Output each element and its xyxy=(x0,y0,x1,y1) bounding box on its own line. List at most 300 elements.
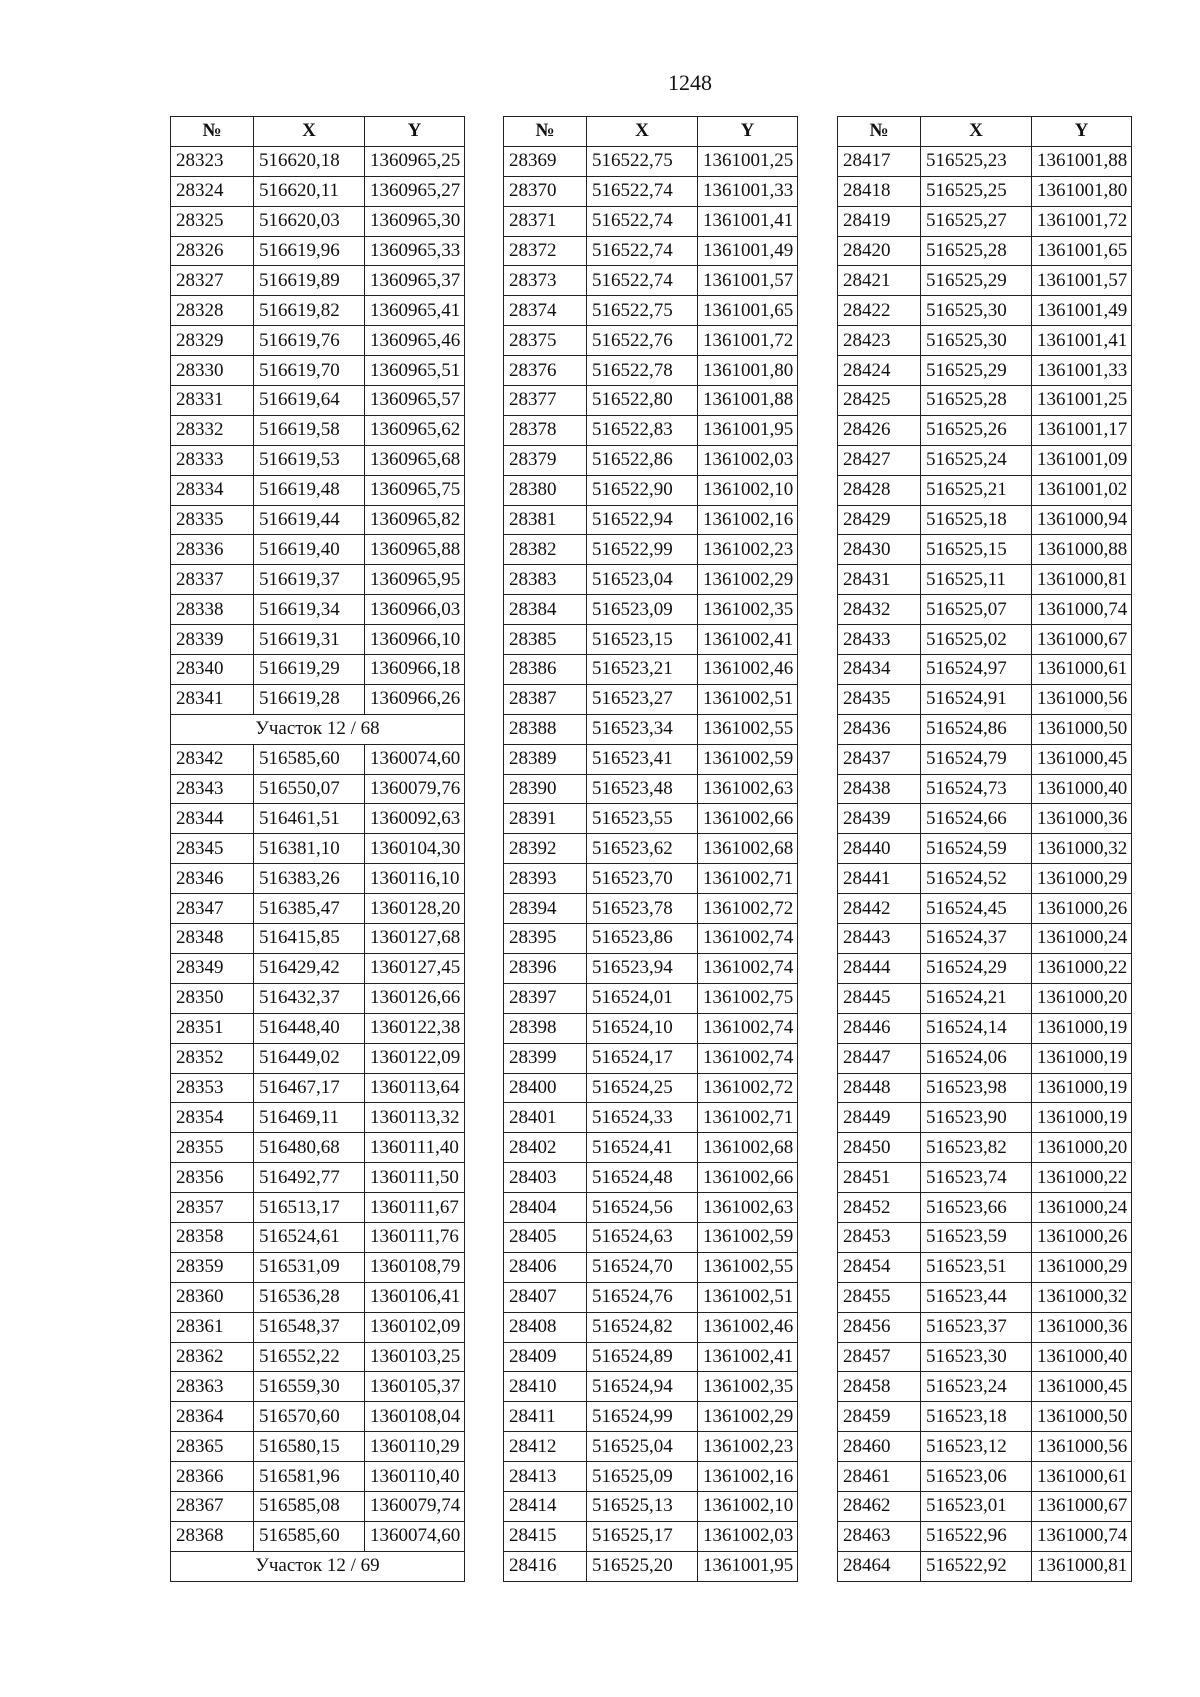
coord-x: 516525,27 xyxy=(921,206,1032,236)
coord-y: 1360113,64 xyxy=(365,1073,465,1103)
coord-x: 516525,20 xyxy=(587,1551,698,1581)
coord-y: 1360105,37 xyxy=(365,1372,465,1402)
table-row xyxy=(171,864,465,894)
point-number: 28377 xyxy=(504,386,587,416)
coord-y: 1360965,37 xyxy=(365,266,465,296)
coord-y: 1360127,45 xyxy=(365,953,465,983)
point-number: 28362 xyxy=(171,1342,254,1372)
coord-y: 1361002,59 xyxy=(698,1222,798,1252)
coord-y: 1361001,49 xyxy=(698,236,798,266)
coord-x: 516383,26 xyxy=(254,864,365,894)
point-number: 28401 xyxy=(504,1103,587,1133)
point-number: 28358 xyxy=(171,1222,254,1252)
table-row xyxy=(838,266,1132,296)
coord-y: 1360111,50 xyxy=(365,1163,465,1193)
coord-y: 1361002,66 xyxy=(698,1163,798,1193)
coord-y: 1361002,35 xyxy=(698,595,798,625)
coord-y: 1361002,16 xyxy=(698,505,798,535)
coord-y: 1361000,67 xyxy=(1032,625,1132,655)
coord-y: 1361000,74 xyxy=(1032,595,1132,625)
coord-y: 1361001,09 xyxy=(1032,445,1132,475)
coord-x: 516524,59 xyxy=(921,834,1032,864)
point-number: 28407 xyxy=(504,1282,587,1312)
coord-y: 1360965,62 xyxy=(365,415,465,445)
coord-x: 516429,42 xyxy=(254,953,365,983)
point-number: 28332 xyxy=(171,415,254,445)
table-row xyxy=(504,1551,798,1581)
coord-y: 1361002,74 xyxy=(698,1013,798,1043)
point-number: 28435 xyxy=(838,684,921,714)
table-row xyxy=(171,1402,465,1432)
point-number: 28372 xyxy=(504,236,587,266)
coord-y: 1360074,60 xyxy=(365,1521,465,1551)
coord-y: 1361002,74 xyxy=(698,953,798,983)
coord-x: 516525,28 xyxy=(921,236,1032,266)
table-row xyxy=(504,266,798,296)
point-number: 28337 xyxy=(171,565,254,595)
coord-y: 1361000,29 xyxy=(1032,864,1132,894)
coord-x: 516559,30 xyxy=(254,1372,365,1402)
point-number: 28417 xyxy=(838,146,921,176)
point-number: 28426 xyxy=(838,415,921,445)
point-number: 28416 xyxy=(504,1551,587,1581)
coord-x: 516461,51 xyxy=(254,804,365,834)
coord-x: 516525,13 xyxy=(587,1491,698,1521)
coord-x: 516619,48 xyxy=(254,475,365,505)
point-number: 28421 xyxy=(838,266,921,296)
coord-x: 516619,28 xyxy=(254,684,365,714)
point-number: 28388 xyxy=(504,714,587,744)
table-row xyxy=(504,1163,798,1193)
table-row xyxy=(504,714,798,744)
table-row xyxy=(838,714,1132,744)
coord-y: 1360965,27 xyxy=(365,176,465,206)
table-row xyxy=(504,1462,798,1492)
table-header-row xyxy=(838,117,1132,147)
point-number: 28334 xyxy=(171,475,254,505)
table-row xyxy=(838,1222,1132,1252)
coord-x: 516522,74 xyxy=(587,206,698,236)
coord-x: 516522,94 xyxy=(587,505,698,535)
coord-y: 1360966,03 xyxy=(365,595,465,625)
coord-x: 516523,78 xyxy=(587,894,698,924)
coord-y: 1360092,63 xyxy=(365,804,465,834)
coord-x: 516524,76 xyxy=(587,1282,698,1312)
coord-y: 1361002,51 xyxy=(698,1282,798,1312)
coord-x: 516524,17 xyxy=(587,1043,698,1073)
point-number: 28323 xyxy=(171,146,254,176)
point-number: 28433 xyxy=(838,625,921,655)
table-row xyxy=(838,1193,1132,1223)
coord-x: 516522,74 xyxy=(587,236,698,266)
coord-y: 1361000,24 xyxy=(1032,924,1132,954)
table-row xyxy=(504,1133,798,1163)
coord-y: 1360965,46 xyxy=(365,326,465,356)
point-number: 28333 xyxy=(171,445,254,475)
table-row xyxy=(504,505,798,535)
table-row xyxy=(838,774,1132,804)
point-number: 28403 xyxy=(504,1163,587,1193)
header-number: № xyxy=(504,117,587,147)
point-number: 28336 xyxy=(171,535,254,565)
table-row xyxy=(171,1282,465,1312)
coord-x: 516523,51 xyxy=(921,1252,1032,1282)
coord-x: 516524,25 xyxy=(587,1073,698,1103)
point-number: 28391 xyxy=(504,804,587,834)
coord-x: 516524,29 xyxy=(921,953,1032,983)
point-number: 28447 xyxy=(838,1043,921,1073)
point-number: 28423 xyxy=(838,326,921,356)
table-row xyxy=(504,1252,798,1282)
coord-x: 516524,37 xyxy=(921,924,1032,954)
point-number: 28454 xyxy=(838,1252,921,1282)
point-number: 28420 xyxy=(838,236,921,266)
coord-y: 1361000,40 xyxy=(1032,1342,1132,1372)
coord-y: 1361000,19 xyxy=(1032,1103,1132,1133)
coord-y: 1361000,74 xyxy=(1032,1521,1132,1551)
coord-x: 516536,28 xyxy=(254,1282,365,1312)
point-number: 28350 xyxy=(171,983,254,1013)
table-row xyxy=(171,236,465,266)
coord-y: 1360965,57 xyxy=(365,386,465,416)
table-header-row xyxy=(504,117,798,147)
point-number: 28444 xyxy=(838,953,921,983)
coord-y: 1361001,65 xyxy=(1032,236,1132,266)
coord-y: 1360102,09 xyxy=(365,1312,465,1342)
coord-y: 1361001,17 xyxy=(1032,415,1132,445)
coord-y: 1361002,59 xyxy=(698,744,798,774)
table-row xyxy=(171,924,465,954)
coord-x: 516522,86 xyxy=(587,445,698,475)
coord-y: 1361000,19 xyxy=(1032,1013,1132,1043)
coord-y: 1361000,50 xyxy=(1032,714,1132,744)
point-number: 28385 xyxy=(504,625,587,655)
table-row xyxy=(838,1282,1132,1312)
point-number: 28329 xyxy=(171,326,254,356)
coord-y: 1360965,51 xyxy=(365,356,465,386)
point-number: 28442 xyxy=(838,894,921,924)
point-number: 28446 xyxy=(838,1013,921,1043)
section-label: Участок 12 / 68 xyxy=(171,714,465,744)
table-row xyxy=(838,1073,1132,1103)
coord-x: 516524,70 xyxy=(587,1252,698,1282)
point-number: 28344 xyxy=(171,804,254,834)
point-number: 28341 xyxy=(171,684,254,714)
coord-x: 516525,30 xyxy=(921,326,1032,356)
coord-x: 516449,02 xyxy=(254,1043,365,1073)
table-row xyxy=(504,625,798,655)
coord-y: 1361001,41 xyxy=(698,206,798,236)
coordinates-table-1 xyxy=(170,116,465,1582)
point-number: 28328 xyxy=(171,296,254,326)
table-row xyxy=(171,415,465,445)
point-number: 28405 xyxy=(504,1222,587,1252)
point-number: 28326 xyxy=(171,236,254,266)
coord-y: 1361000,20 xyxy=(1032,983,1132,1013)
coord-x: 516525,26 xyxy=(921,415,1032,445)
point-number: 28395 xyxy=(504,924,587,954)
header-x: X xyxy=(587,117,698,147)
table-row xyxy=(838,1252,1132,1282)
coord-x: 516619,76 xyxy=(254,326,365,356)
coord-y: 1361000,61 xyxy=(1032,1462,1132,1492)
coord-y: 1361001,80 xyxy=(698,356,798,386)
coord-y: 1360966,18 xyxy=(365,655,465,685)
point-number: 28354 xyxy=(171,1103,254,1133)
coord-y: 1361001,72 xyxy=(1032,206,1132,236)
table-row xyxy=(171,595,465,625)
coordinates-table xyxy=(837,116,1132,1582)
coord-y: 1360122,38 xyxy=(365,1013,465,1043)
coord-y: 1361001,95 xyxy=(698,1551,798,1581)
table-row xyxy=(838,953,1132,983)
table-row xyxy=(171,1193,465,1223)
table-row xyxy=(838,415,1132,445)
point-number: 28408 xyxy=(504,1312,587,1342)
coord-y: 1361002,46 xyxy=(698,1312,798,1342)
coord-y: 1361000,61 xyxy=(1032,655,1132,685)
table-row xyxy=(171,625,465,655)
point-number: 28425 xyxy=(838,386,921,416)
coord-x: 516523,48 xyxy=(587,774,698,804)
coord-x: 516523,37 xyxy=(921,1312,1032,1342)
table-row xyxy=(838,296,1132,326)
coord-x: 516585,08 xyxy=(254,1491,365,1521)
point-number: 28450 xyxy=(838,1133,921,1163)
coord-x: 516525,29 xyxy=(921,266,1032,296)
table-row xyxy=(171,655,465,685)
coord-x: 516523,24 xyxy=(921,1372,1032,1402)
table-row xyxy=(504,1372,798,1402)
point-number: 28352 xyxy=(171,1043,254,1073)
point-number: 28412 xyxy=(504,1432,587,1462)
table-row xyxy=(838,1103,1132,1133)
header-number: № xyxy=(838,117,921,147)
coord-x: 516522,74 xyxy=(587,266,698,296)
table-row xyxy=(504,924,798,954)
coord-y: 1361002,55 xyxy=(698,714,798,744)
point-number: 28445 xyxy=(838,983,921,1013)
point-number: 28366 xyxy=(171,1462,254,1492)
coord-y: 1361002,29 xyxy=(698,1402,798,1432)
point-number: 28330 xyxy=(171,356,254,386)
point-number: 28458 xyxy=(838,1372,921,1402)
coord-y: 1361002,41 xyxy=(698,625,798,655)
table-row xyxy=(171,1222,465,1252)
coord-x: 516523,44 xyxy=(921,1282,1032,1312)
coord-x: 516522,83 xyxy=(587,415,698,445)
point-number: 28406 xyxy=(504,1252,587,1282)
point-number: 28428 xyxy=(838,475,921,505)
table-row xyxy=(504,1103,798,1133)
coord-x: 516524,79 xyxy=(921,744,1032,774)
coord-x: 516523,04 xyxy=(587,565,698,595)
coord-x: 516523,12 xyxy=(921,1432,1032,1462)
coord-y: 1361002,03 xyxy=(698,1521,798,1551)
table-row xyxy=(504,804,798,834)
table-row xyxy=(171,1073,465,1103)
coord-x: 516525,15 xyxy=(921,535,1032,565)
coord-y: 1361002,55 xyxy=(698,1252,798,1282)
table-row xyxy=(838,625,1132,655)
coord-y: 1361001,33 xyxy=(1032,356,1132,386)
coord-x: 516513,17 xyxy=(254,1193,365,1223)
coord-y: 1360111,76 xyxy=(365,1222,465,1252)
coord-y: 1361001,95 xyxy=(698,415,798,445)
table-row xyxy=(838,655,1132,685)
table-row xyxy=(171,804,465,834)
coord-y: 1360108,04 xyxy=(365,1402,465,1432)
point-number: 28436 xyxy=(838,714,921,744)
coord-y: 1361000,40 xyxy=(1032,774,1132,804)
point-number: 28346 xyxy=(171,864,254,894)
table-row xyxy=(504,894,798,924)
coord-x: 516524,73 xyxy=(921,774,1032,804)
table-row xyxy=(838,1133,1132,1163)
coord-x: 516525,23 xyxy=(921,146,1032,176)
coord-x: 516548,37 xyxy=(254,1312,365,1342)
table-row xyxy=(504,864,798,894)
coord-y: 1361002,72 xyxy=(698,1073,798,1103)
point-number: 28411 xyxy=(504,1402,587,1432)
coord-x: 516523,70 xyxy=(587,864,698,894)
table-row xyxy=(838,595,1132,625)
coord-y: 1360111,40 xyxy=(365,1133,465,1163)
table-row xyxy=(838,864,1132,894)
point-number: 28452 xyxy=(838,1193,921,1223)
coord-y: 1361002,10 xyxy=(698,1491,798,1521)
point-number: 28393 xyxy=(504,864,587,894)
point-number: 28387 xyxy=(504,684,587,714)
coord-x: 516522,99 xyxy=(587,535,698,565)
coord-x: 516525,29 xyxy=(921,356,1032,386)
point-number: 28394 xyxy=(504,894,587,924)
table-row xyxy=(838,505,1132,535)
coord-y: 1361000,81 xyxy=(1032,565,1132,595)
table-row xyxy=(171,565,465,595)
table-row xyxy=(838,744,1132,774)
point-number: 28365 xyxy=(171,1432,254,1462)
coord-x: 516552,22 xyxy=(254,1342,365,1372)
table-row xyxy=(504,445,798,475)
coord-x: 516523,82 xyxy=(921,1133,1032,1163)
header-number: № xyxy=(171,117,254,147)
point-number: 28380 xyxy=(504,475,587,505)
point-number: 28438 xyxy=(838,774,921,804)
table-row xyxy=(504,1043,798,1073)
table-row xyxy=(171,1133,465,1163)
table-row xyxy=(171,1252,465,1282)
table-row xyxy=(504,983,798,1013)
table-row xyxy=(504,1013,798,1043)
table-row xyxy=(838,924,1132,954)
table-row xyxy=(171,296,465,326)
table-row xyxy=(838,1462,1132,1492)
coord-y: 1361001,02 xyxy=(1032,475,1132,505)
coord-y: 1361000,24 xyxy=(1032,1193,1132,1223)
coord-x: 516524,01 xyxy=(587,983,698,1013)
point-number: 28392 xyxy=(504,834,587,864)
table-row xyxy=(171,1372,465,1402)
point-number: 28449 xyxy=(838,1103,921,1133)
table-row xyxy=(504,1282,798,1312)
point-number: 28464 xyxy=(838,1551,921,1581)
point-number: 28399 xyxy=(504,1043,587,1073)
point-number: 28463 xyxy=(838,1521,921,1551)
table-row xyxy=(171,1432,465,1462)
coord-x: 516620,03 xyxy=(254,206,365,236)
section-label: Участок 12 / 69 xyxy=(171,1551,465,1581)
table-row xyxy=(838,804,1132,834)
coord-y: 1361000,26 xyxy=(1032,1222,1132,1252)
coord-y: 1361000,88 xyxy=(1032,535,1132,565)
table-row xyxy=(504,356,798,386)
point-number: 28343 xyxy=(171,774,254,804)
table-row xyxy=(171,1491,465,1521)
coord-y: 1361000,20 xyxy=(1032,1133,1132,1163)
coord-y: 1360116,10 xyxy=(365,864,465,894)
point-number: 28415 xyxy=(504,1521,587,1551)
table-row xyxy=(504,1432,798,1462)
point-number: 28431 xyxy=(838,565,921,595)
point-number: 28434 xyxy=(838,655,921,685)
point-number: 28338 xyxy=(171,595,254,625)
point-number: 28402 xyxy=(504,1133,587,1163)
point-number: 28355 xyxy=(171,1133,254,1163)
coord-x: 516523,15 xyxy=(587,625,698,655)
coord-x: 516523,30 xyxy=(921,1342,1032,1372)
coord-y: 1360126,66 xyxy=(365,983,465,1013)
coord-y: 1361002,23 xyxy=(698,535,798,565)
point-number: 28398 xyxy=(504,1013,587,1043)
point-number: 28348 xyxy=(171,924,254,954)
point-number: 28386 xyxy=(504,655,587,685)
coord-x: 516620,18 xyxy=(254,146,365,176)
coord-y: 1361000,56 xyxy=(1032,1432,1132,1462)
coord-y: 1361002,68 xyxy=(698,834,798,864)
coord-y: 1361001,80 xyxy=(1032,176,1132,206)
coord-y: 1361001,72 xyxy=(698,326,798,356)
table-row xyxy=(171,206,465,236)
coord-x: 516524,56 xyxy=(587,1193,698,1223)
table-row xyxy=(171,1312,465,1342)
coord-x: 516619,53 xyxy=(254,445,365,475)
table-row xyxy=(171,834,465,864)
coord-x: 516619,96 xyxy=(254,236,365,266)
coord-x: 516415,85 xyxy=(254,924,365,954)
coord-y: 1360965,33 xyxy=(365,236,465,266)
point-number: 28374 xyxy=(504,296,587,326)
table-row xyxy=(504,655,798,685)
coord-x: 516525,30 xyxy=(921,296,1032,326)
table-row xyxy=(838,475,1132,505)
table-row xyxy=(504,565,798,595)
coordinates-table-2 xyxy=(503,116,798,1582)
coord-x: 516522,75 xyxy=(587,146,698,176)
point-number: 28375 xyxy=(504,326,587,356)
coord-y: 1360079,74 xyxy=(365,1491,465,1521)
coord-y: 1360079,76 xyxy=(365,774,465,804)
table-row xyxy=(171,1462,465,1492)
table-row xyxy=(171,1163,465,1193)
coord-x: 516524,91 xyxy=(921,684,1032,714)
table-row xyxy=(504,535,798,565)
coord-x: 516469,11 xyxy=(254,1103,365,1133)
point-number: 28437 xyxy=(838,744,921,774)
coordinates-table xyxy=(170,116,465,1582)
point-number: 28410 xyxy=(504,1372,587,1402)
point-number: 28353 xyxy=(171,1073,254,1103)
